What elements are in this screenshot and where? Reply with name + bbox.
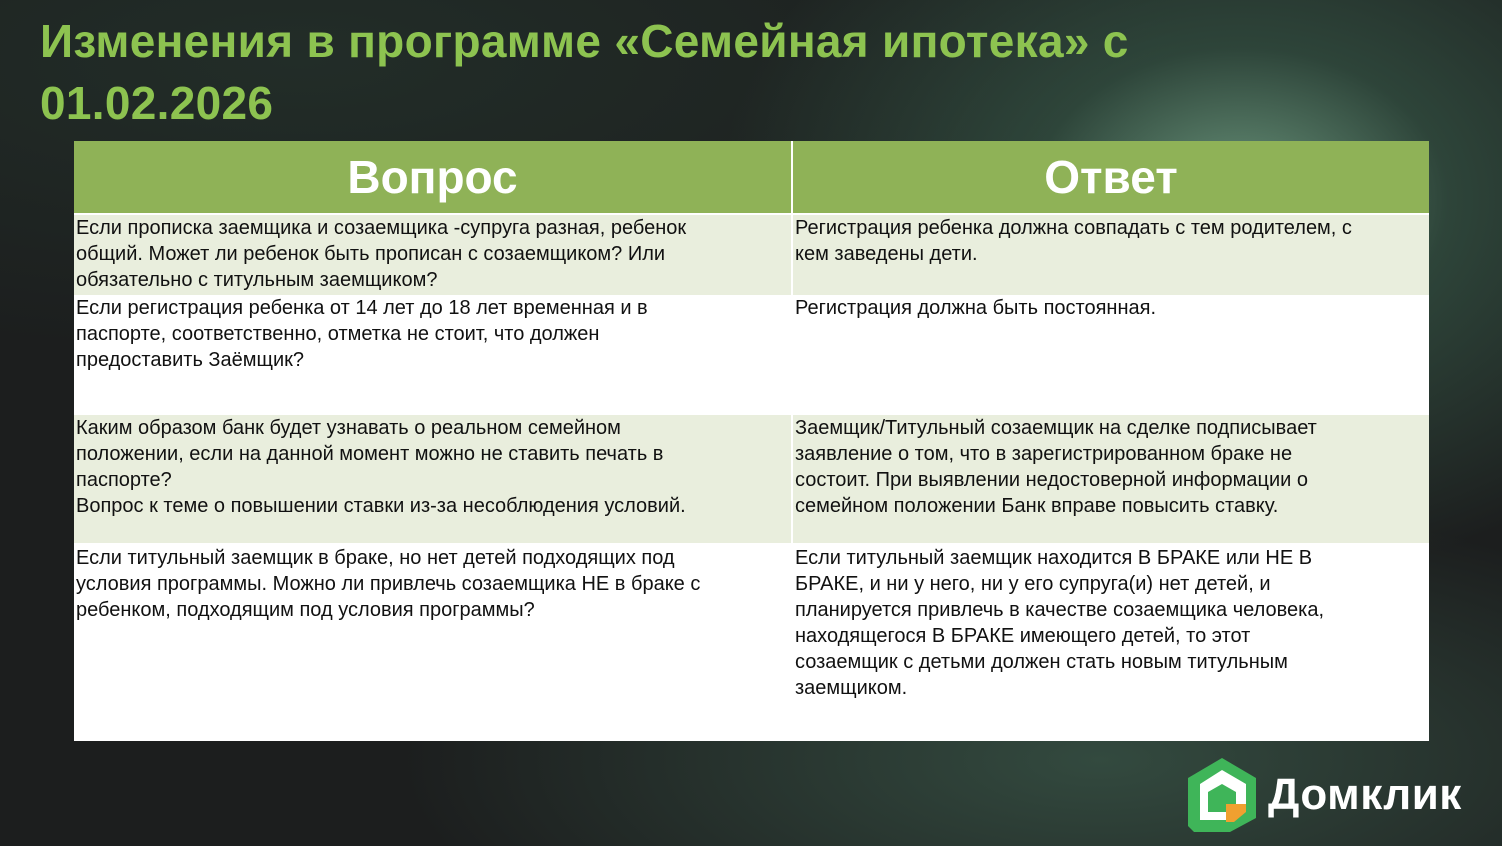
answer-text: Если титульный заемщик находится В БРАКЕ или НЕ В БРАКЕ, и ни у него, ни у его супруга(и) нет детей, и планируется привлечь в качестве созаемщика человека, находящегося В БРАКЕ имеющего детей, то этот созаемщик с детьми должен стать новым титульным заемщиком. xyxy=(795,547,1325,699)
table-header-row xyxy=(74,141,1429,214)
logo-text: Домклик xyxy=(1268,770,1462,819)
question-cell xyxy=(74,295,792,415)
question-text: Каким образом банк будет узнавать о реальном семейном положении, если на данной момент можно не ставить печать в паспорте? Вопрос к теме о повышении ставки из-за несоблюдения условий. xyxy=(76,417,686,517)
answer-cell xyxy=(792,543,1429,741)
header-question: Вопрос xyxy=(74,141,792,214)
question-text: Если титульный заемщик в браке, но нет детей подходящих под условия программы. Можно ли привлечь созаемщика НЕ в браке с ребенком, подходящим под условия программы? xyxy=(76,547,701,621)
slide-title: Изменения в программе «Семейная ипотека» с 01.02.2026 xyxy=(40,15,1129,129)
question-cell xyxy=(74,415,792,543)
answer-text: Регистрация ребенка должна совпадать с тем родителем, с кем заведены дети. xyxy=(795,217,1352,265)
table-row xyxy=(74,415,1429,543)
question-cell xyxy=(74,214,792,295)
table-row xyxy=(74,295,1429,415)
answer-cell xyxy=(792,415,1429,543)
answer-cell xyxy=(792,214,1429,295)
question-cell xyxy=(74,543,792,741)
table-row xyxy=(74,543,1429,741)
answer-cell xyxy=(792,295,1429,415)
table-row xyxy=(74,214,1429,295)
qa-table xyxy=(74,141,1429,741)
question-text: Если регистрация ребенка от 14 лет до 18 лет временная и в паспорте, соответственно, отметка не стоит, что должен предоставить Заёмщик? xyxy=(76,297,648,371)
domclick-logo xyxy=(1186,756,1476,836)
house-icon xyxy=(1186,756,1258,834)
question-text: Если прописка заемщика и созаемщика -супруга разная, ребенок общий. Может ли ребенок быть прописан с созаемщиком? Или обязательно с титульным заемщиком? xyxy=(76,217,687,291)
answer-text: Заемщик/Титульный созаемщик на сделке подписывает заявление о том, что в зарегистрированном браке не состоит. При выявлении недостоверной информации о семейном положении Банк вправе повысить ставку. xyxy=(795,417,1317,517)
header-answer: Ответ xyxy=(792,141,1429,214)
answer-text: Регистрация должна быть постоянная. xyxy=(795,297,1157,319)
